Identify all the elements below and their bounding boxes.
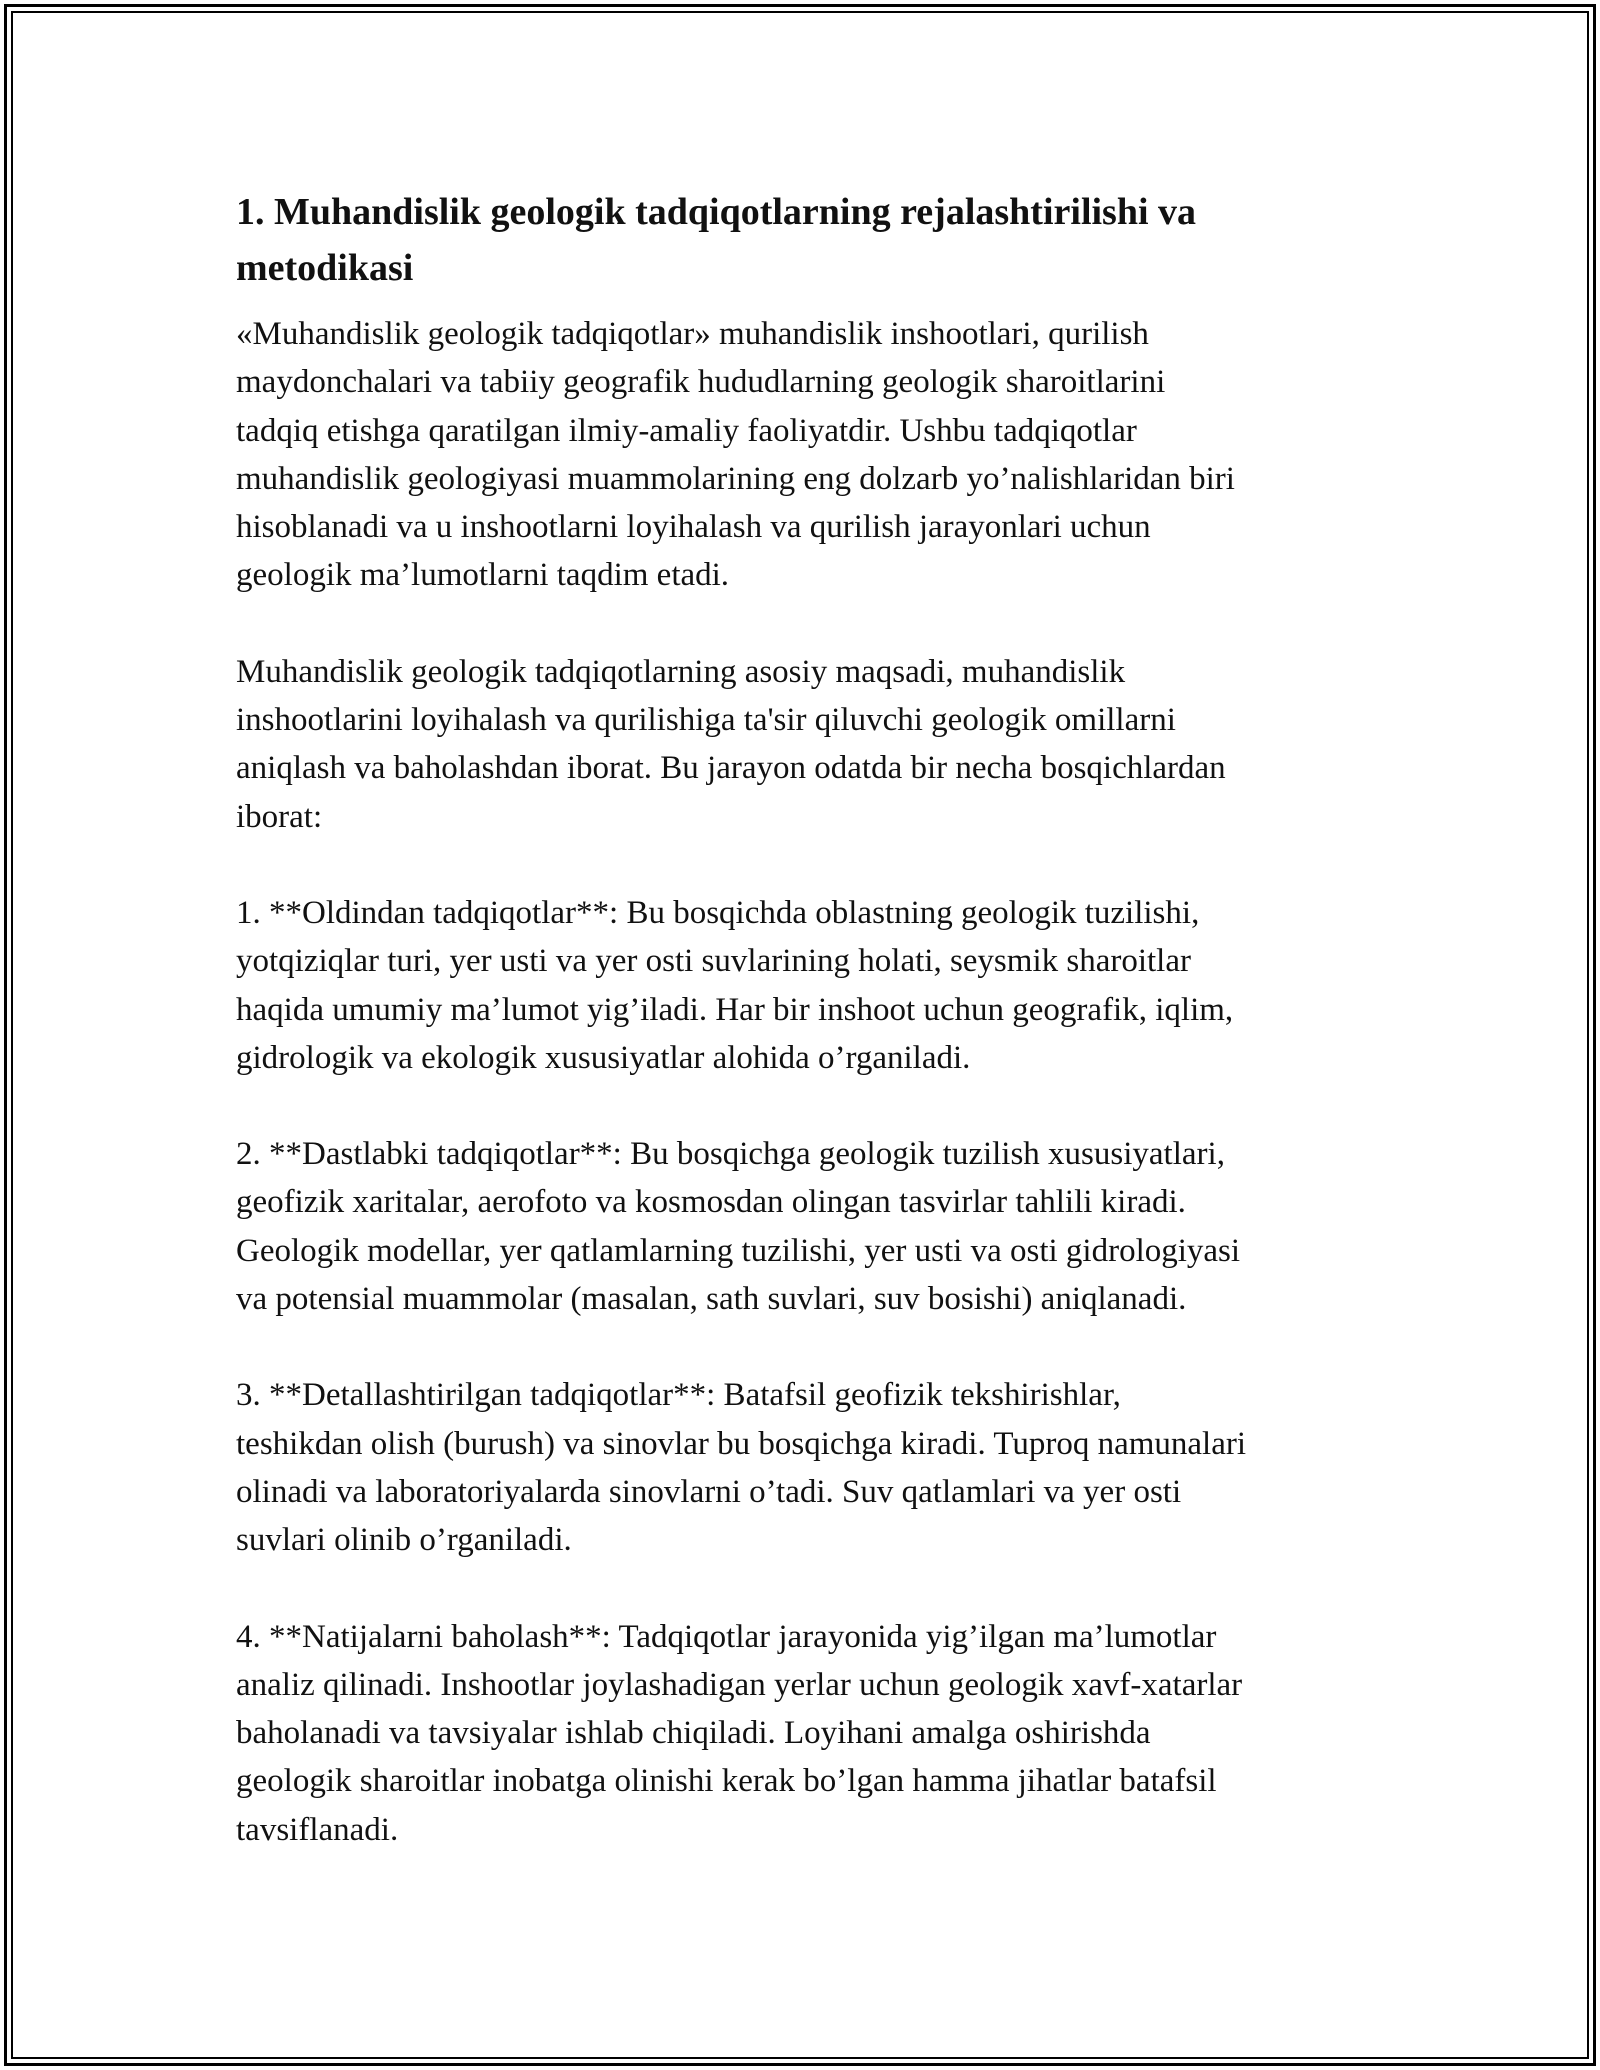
intro-paragraph: [236, 310, 1386, 600]
stage-2-paragraph: [236, 1130, 1386, 1323]
text-line: yotqiziqlar turi, yer usti va yer osti suvlarining holati, seysmik sharoitlar: [236, 943, 1191, 980]
text-line: Muhandislik geologik tadqiqotlarning asosiy maqsadi, muhandislik: [236, 653, 1126, 690]
purpose-paragraph: [236, 648, 1386, 841]
text-line: «Muhandislik geologik tadqiqotlar» muhandislik inshootlari, qurilish: [236, 316, 1149, 352]
text-line: aniqlash va baholashdan iborat. Bu jarayon odatda bir necha bosqichlardan: [236, 750, 1226, 787]
text-line: 1. **Oldindan tadqiqotlar**: Bu bosqichda oblastning geologik tuzilishi,: [236, 894, 1200, 931]
title-line: metodikasi: [236, 247, 414, 289]
text-line: gidrologik va ekologik xususiyatlar alohida o’rganiladi.: [236, 1039, 971, 1076]
text-line: inshootlarini loyihalash va qurilishiga ta'sir qiluvchi geologik omillarni: [236, 702, 1176, 739]
section-title: [236, 184, 1386, 296]
text-line: geologik ma’lumotlarni taqdim etadi.: [236, 557, 730, 594]
text-line: va potensial muammolar (masalan, sath suvlari, suv bosishi) aniqlanadi.: [236, 1281, 1187, 1318]
text-line: teshikdan olish (burush) va sinovlar bu bosqichga kiradi. Tuproq namunalari: [236, 1425, 1247, 1462]
text-line: muhandislik geologiyasi muammolarining eng dolzarb yo’nalishlaridan biri: [236, 460, 1235, 497]
text-line: maydonchalari va tabiiy geografik hududlarning geologik sharoitlarini: [236, 364, 1166, 401]
text-line: 3. **Detallashtirilgan tadqiqotlar**: Batafsil geofizik tekshirishlar,: [236, 1377, 1121, 1414]
text-line: hisoblanadi va u inshootlarni loyihalash va qurilish jarayonlari uchun: [236, 509, 1151, 546]
title-line: 1. Muhandislik geologik tadqiqotlarning rejalashtirilishi va: [236, 191, 1197, 233]
stage-4-paragraph: [236, 1613, 1386, 1854]
text-line: olinadi va laboratoriyalarda sinovlarni o’tadi. Suv qatlamlari va yer osti: [236, 1473, 1182, 1510]
text-line: 4. **Natijalarni baholash**: Tadqiqotlar jarayonida yig’ilgan ma’lumotlar: [236, 1618, 1217, 1655]
text-line: Geologik modellar, yer qatlamlarning tuzilishi, yer usti va osti gidrologiyasi: [236, 1232, 1241, 1269]
text-line: geologik sharoitlar inobatga olinishi kerak bo’lgan hamma jihatlar batafsil: [236, 1763, 1217, 1800]
text-line: baholanadi va tavsiyalar ishlab chiqiladi. Loyihani amalga oshirishda: [236, 1715, 1151, 1752]
stage-1-paragraph: [236, 889, 1386, 1082]
text-line: tadqiq etishga qaratilgan ilmiy-amaliy faoliyatdir. Ushbu tadqiqotlar: [236, 412, 1137, 449]
text-line: suvlari olinib o’rganiladi.: [236, 1522, 572, 1559]
document-body: [236, 184, 1386, 1902]
text-line: haqida umumiy ma’lumot yig’iladi. Har bir inshoot uchun geografik, iqlim,: [236, 991, 1234, 1028]
text-line: geofizik xaritalar, aerofoto va kosmosdan olingan tasvirlar tahlili kiradi.: [236, 1184, 1186, 1221]
text-line: analiz qilinadi. Inshootlar joylashadigan yerlar uchun geologik xavf-xatarlar: [236, 1666, 1243, 1703]
text-line: iborat:: [236, 798, 323, 835]
stage-3-paragraph: [236, 1371, 1386, 1564]
text-line: 2. **Dastlabki tadqiqotlar**: Bu bosqichga geologik tuzilish xususiyatlari,: [236, 1136, 1225, 1173]
text-line: tavsiflanadi.: [236, 1811, 399, 1848]
